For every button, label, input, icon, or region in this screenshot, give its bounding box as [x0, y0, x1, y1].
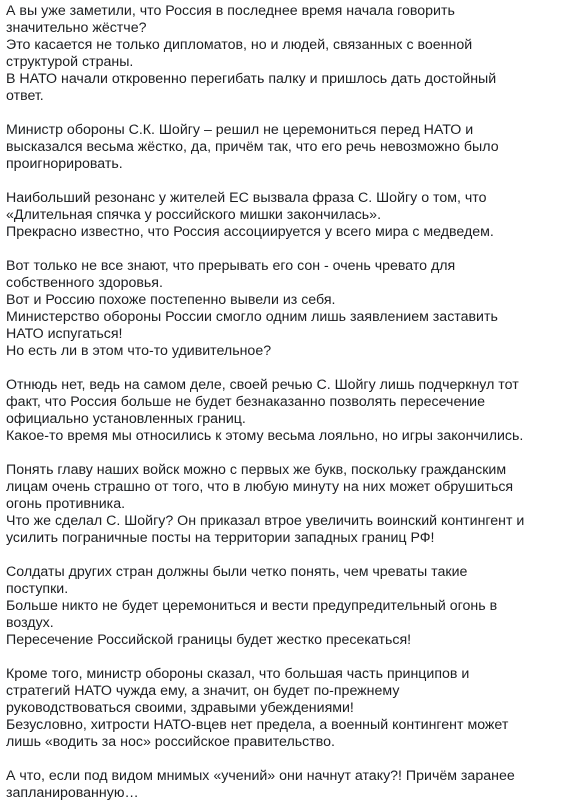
text-line: НАТО испугаться!: [6, 326, 123, 342]
text-line: руководствоваться своими, здравыми убеждениями!: [6, 700, 354, 716]
text-line: собственного здоровья.: [6, 275, 163, 291]
text-line: факт, что Россия больше не будет безнаказанно позволять пересечение: [6, 394, 485, 410]
paragraph: [6, 3, 565, 105]
paragraph: [6, 377, 565, 445]
text-line: структурой страны.: [6, 54, 134, 70]
text-line: А вы уже заметили, что Россия в последнее время начала говорить: [6, 3, 455, 19]
text-line: Солдаты других стран должны были четко понять, чем чреваты такие: [6, 564, 468, 580]
paragraph: [6, 768, 565, 802]
text-line: Пересечение Российской границы будет жестко пресекаться!: [6, 632, 412, 648]
paragraph: [6, 122, 565, 173]
text-line: Министр обороны С.К. Шойгу – решил не церемониться перед НАТО и: [6, 122, 474, 138]
paragraph: [6, 666, 565, 751]
text-line: огонь противника.: [6, 496, 126, 512]
text-line: Какое-то время мы относились к этому весьма лояльно, но игры закончились.: [6, 428, 524, 444]
text-line: усилить пограничные посты на территории западных границ РФ!: [6, 530, 435, 546]
text-line: Вот только не все знают, что прерывать его сон - очень чревато для: [6, 258, 456, 274]
text-line: лишь «водить за нос» российское правительство.: [6, 734, 335, 750]
text-line: высказался весьма жёстко, да, причём так, что его речь невозможно было: [6, 139, 499, 155]
paragraph: [6, 564, 565, 649]
text-line: А что, если под видом мнимых «учений» они начнут атаку?! Причём заранее: [6, 768, 515, 784]
text-line: «Длительная спячка у российского мишки закончилась».: [6, 207, 382, 223]
text-line: значительно жёстче?: [6, 20, 147, 36]
text-line: В НАТО начали откровенно перегибать палку и пришлось дать достойный: [6, 71, 497, 87]
text-line: Это касается не только дипломатов, но и людей, связанных с военной: [6, 37, 473, 53]
text-line: проигнорировать.: [6, 156, 123, 172]
paragraph: [6, 258, 565, 360]
text-line: Но есть ли в этом что-то удивительное?: [6, 343, 272, 359]
text-line: Больше никто не будет церемониться и вести предупредительный огонь в: [6, 598, 498, 614]
text-line: стратегий НАТО чужда ему, а значит, он будет по-прежнему: [6, 683, 400, 699]
paragraph: [6, 462, 565, 547]
text-line: Безусловно, хитрости НАТО-вцев нет предела, а военный контингент может: [6, 717, 509, 733]
text-line: запланированную…: [6, 785, 139, 801]
text-line: лицам очень страшно от того, что в любую минуту на них может обрушиться: [6, 479, 514, 495]
text-line: Прекрасно известно, что Россия ассоциируется у всего мира с медведем.: [6, 224, 494, 240]
text-line: Кроме того, министр обороны сказал, что большая часть принципов и: [6, 666, 470, 682]
text-line: официально установленных границ.: [6, 411, 246, 427]
text-line: Что же сделал С. Шойгу? Он приказал втрое увеличить воинский контингент и: [6, 513, 525, 529]
text-line: Министерство обороны России смогло одним лишь заявлением заставить: [6, 309, 498, 325]
text-line: Отнюдь нет, ведь на самом деле, своей речью С. Шойгу лишь подчеркнул тот: [6, 377, 519, 393]
text-line: Понять главу наших войск можно с первых же букв, поскольку гражданским: [6, 462, 507, 478]
text-line: Вот и Россию похоже постепенно вывели из себя.: [6, 292, 336, 308]
text-line: ответ.: [6, 88, 44, 104]
text-line: Наибольший резонанс у жителей ЕС вызвала фраза С. Шойгу о том, что: [6, 190, 487, 206]
paragraph: [6, 190, 565, 241]
text-line: поступки.: [6, 581, 69, 597]
text-line: воздух.: [6, 615, 54, 631]
